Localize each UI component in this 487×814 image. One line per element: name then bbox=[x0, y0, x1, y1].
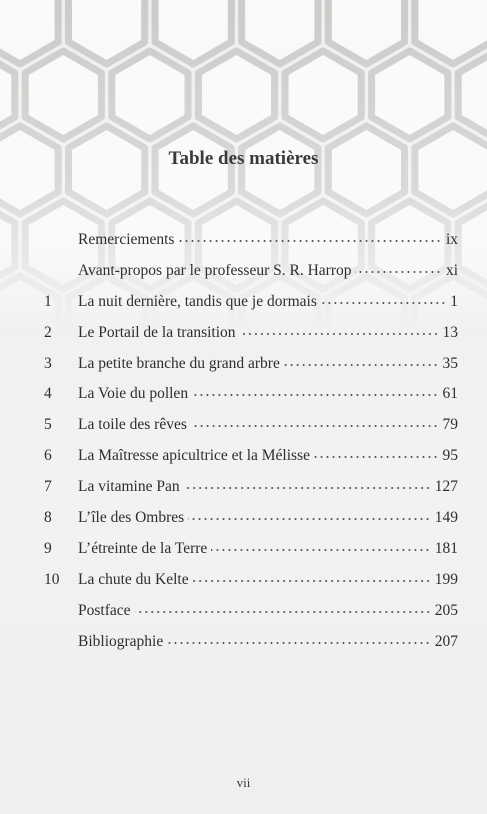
entry-page-number: 79 bbox=[442, 416, 458, 434]
entry-title: Le Portail de la transition bbox=[78, 323, 236, 341]
toc-entry bbox=[44, 416, 458, 447]
entry-page-number: 127 bbox=[434, 478, 458, 496]
entry-page-number: 181 bbox=[434, 539, 458, 557]
entry-page-number: 95 bbox=[442, 447, 458, 465]
dot-leader bbox=[284, 364, 439, 366]
chapter-number: 10 bbox=[44, 570, 60, 588]
toc-entry bbox=[44, 633, 458, 664]
chapter-number: 7 bbox=[44, 478, 52, 496]
entry-title: La chute du Kelte bbox=[78, 570, 189, 588]
table-of-contents bbox=[44, 231, 458, 663]
entry-title: Avant-propos par le professeur S. R. Harrop bbox=[78, 261, 352, 279]
dot-leader bbox=[355, 271, 441, 273]
dot-leader bbox=[193, 580, 431, 582]
entry-page-number: xi bbox=[445, 261, 458, 279]
entry-title: Remerciements bbox=[78, 231, 175, 248]
dot-leader bbox=[240, 333, 439, 335]
toc-entry bbox=[44, 293, 458, 324]
entry-page-number: 13 bbox=[442, 323, 458, 341]
dot-leader bbox=[135, 611, 431, 613]
entry-page-number: 35 bbox=[442, 354, 458, 372]
dot-leader bbox=[184, 487, 431, 489]
chapter-number: 4 bbox=[44, 385, 52, 403]
dot-leader bbox=[178, 240, 442, 242]
dot-leader bbox=[211, 549, 430, 551]
chapter-number: 8 bbox=[44, 509, 52, 527]
entry-page-number: 61 bbox=[442, 385, 458, 403]
toc-entry bbox=[44, 602, 458, 633]
toc-entry bbox=[44, 355, 458, 386]
entry-title: L’étreinte de la Terre bbox=[78, 539, 208, 557]
entry-title: Bibliographie bbox=[78, 632, 164, 650]
entry-title: Postface bbox=[78, 601, 131, 619]
dot-leader bbox=[192, 394, 438, 396]
entry-page-number: 207 bbox=[434, 632, 458, 650]
chapter-number: 2 bbox=[44, 323, 52, 341]
entry-title: La nuit dernière, tandis que je dormais bbox=[78, 292, 317, 310]
entry-page-number: 1 bbox=[450, 292, 458, 310]
toc-entry bbox=[44, 385, 458, 416]
dot-leader bbox=[314, 456, 439, 458]
entry-title: La Maîtresse apicultrice et la Mélisse bbox=[78, 447, 310, 465]
toc-entry bbox=[44, 571, 458, 602]
dot-leader bbox=[321, 302, 446, 304]
entry-page-number: 149 bbox=[434, 509, 458, 527]
entry-title: La toile des rêves bbox=[78, 416, 187, 434]
toc-entry bbox=[44, 324, 458, 355]
toc-entry bbox=[44, 262, 458, 293]
entry-page-number: 199 bbox=[434, 570, 458, 588]
toc-entry bbox=[44, 478, 458, 509]
toc-entry bbox=[44, 509, 458, 540]
chapter-number: 3 bbox=[44, 354, 52, 372]
entry-title: L’île des Ombres bbox=[78, 509, 185, 527]
entry-title: La Voie du pollen bbox=[78, 385, 189, 403]
entry-page-number: ix bbox=[445, 231, 458, 248]
page-title: Table des matières bbox=[168, 148, 319, 169]
entry-title: La petite branche du grand arbre bbox=[78, 354, 280, 372]
entry-title: La vitamine Pan bbox=[78, 478, 180, 496]
chapter-number: 1 bbox=[44, 292, 52, 310]
dot-leader bbox=[191, 425, 439, 427]
entry-page-number: 205 bbox=[434, 601, 458, 619]
dot-leader bbox=[188, 518, 431, 520]
dot-leader bbox=[167, 642, 431, 644]
toc-entry bbox=[44, 231, 458, 262]
toc-entry bbox=[44, 540, 458, 571]
chapter-number: 9 bbox=[44, 539, 52, 557]
page-number: vii bbox=[236, 775, 251, 790]
chapter-number: 5 bbox=[44, 416, 52, 434]
toc-entry bbox=[44, 447, 458, 478]
chapter-number: 6 bbox=[44, 447, 52, 465]
